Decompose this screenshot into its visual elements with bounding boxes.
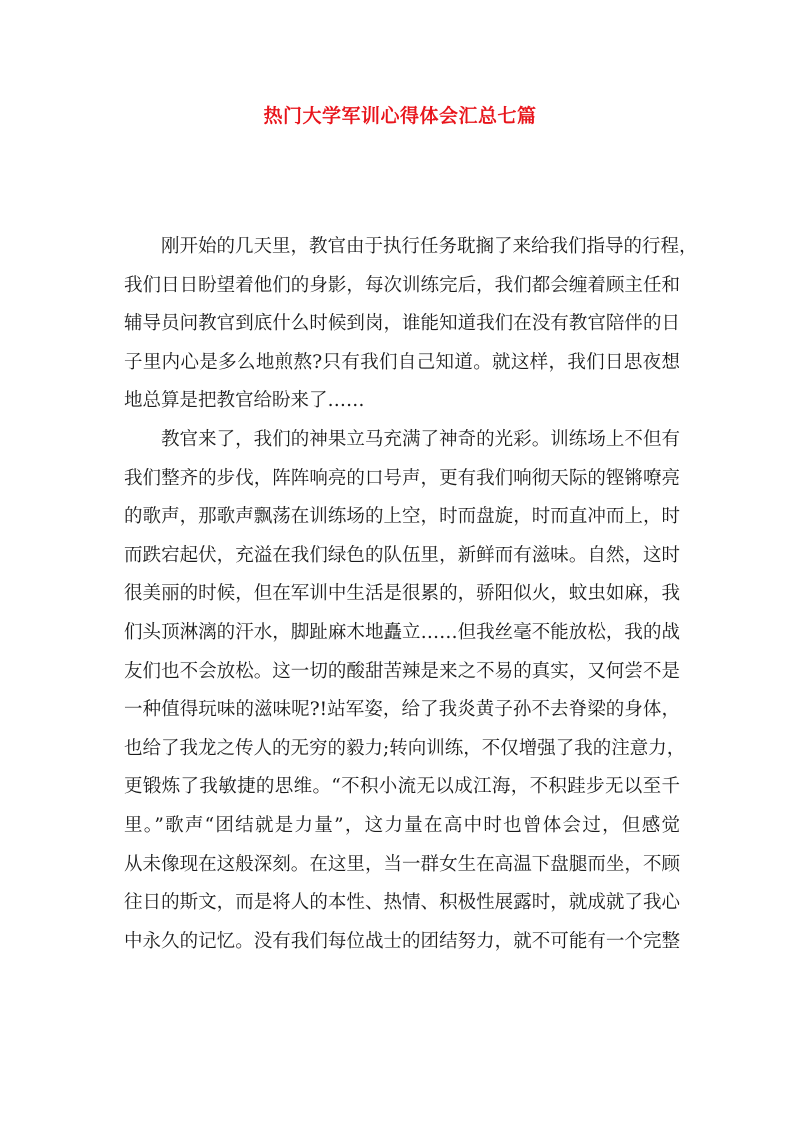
paragraph-2-line: 的歌声，那歌声飘荡在训练场的上空，时而盘旋，时而直冲而上，时 bbox=[124, 506, 680, 528]
paragraph-2-line: 更锻炼了我敏捷的思维。“不积小流无以成江海，不积跬步无以至千 bbox=[124, 776, 680, 798]
document-title: 热门大学军训心得体会汇总七篇 bbox=[263, 105, 537, 127]
paragraph-1-line: 我们日日盼望着他们的身影，每次训练完后，我们都会缠着顾主任和 bbox=[124, 274, 680, 296]
paragraph-2-line: 很美丽的时候，但在军训中生活是很累的，骄阳似火，蚊虫如麻，我 bbox=[124, 583, 680, 605]
paragraph-1-line: 辅导员问教官到底什么时候到岗，谁能知道我们在没有教官陪伴的日 bbox=[124, 313, 680, 335]
paragraph-2-line: 一种值得玩味的滋味呢?!站军姿，给了我炎黄子孙不去脊梁的身体， bbox=[124, 699, 680, 721]
paragraph-2-line: 从未像现在这般深刻。在这里，当一群女生在高温下盘腿而坐，不顾 bbox=[124, 853, 680, 875]
paragraph-2-line: 里。”歌声“团结就是力量”，这力量在高中时也曾体会过，但感觉 bbox=[124, 814, 680, 836]
paragraph-2-line: 我们整齐的步伐，阵阵响亮的口号声，更有我们响彻天际的铿锵嘹亮 bbox=[124, 467, 680, 489]
paragraph-2-line: 们头顶淋漓的汗水，脚趾麻木地矗立……但我丝毫不能放松，我的战 bbox=[124, 621, 680, 643]
paragraph-2-line: 而跌宕起伏，充溢在我们绿色的队伍里，新鲜而有滋味。自然，这时 bbox=[124, 544, 680, 566]
paragraph-2-line: 中永久的记忆。没有我们每位战士的团结努力，就不可能有一个完整 bbox=[124, 930, 680, 952]
paragraph-2-line: 友们也不会放松。这一切的酸甜苦辣是来之不易的真实，又何尝不是 bbox=[124, 660, 680, 682]
document-body bbox=[124, 228, 698, 961]
paragraph-1-line: 刚开始的几天里，教官由于执行任务耽搁了来给我们指导的行程， bbox=[161, 236, 698, 257]
paragraph-1-line: 子里内心是多么地煎熬?只有我们自己知道。就这样，我们日思夜想 bbox=[124, 351, 680, 373]
paragraph-2-line: 教官来了，我们的神果立马充满了神奇的光彩。训练场上不但有 bbox=[161, 428, 680, 450]
paragraph-2-line: 也给了我龙之传人的无穷的毅力;转向训练，不仅增强了我的注意力， bbox=[124, 737, 686, 759]
paragraph-2-line: 往日的斯文，而是将人的本性、热情、积极性展露时，就成就了我心 bbox=[124, 892, 680, 914]
paragraph-1-line: 地总算是把教官给盼来了…… bbox=[124, 390, 365, 412]
